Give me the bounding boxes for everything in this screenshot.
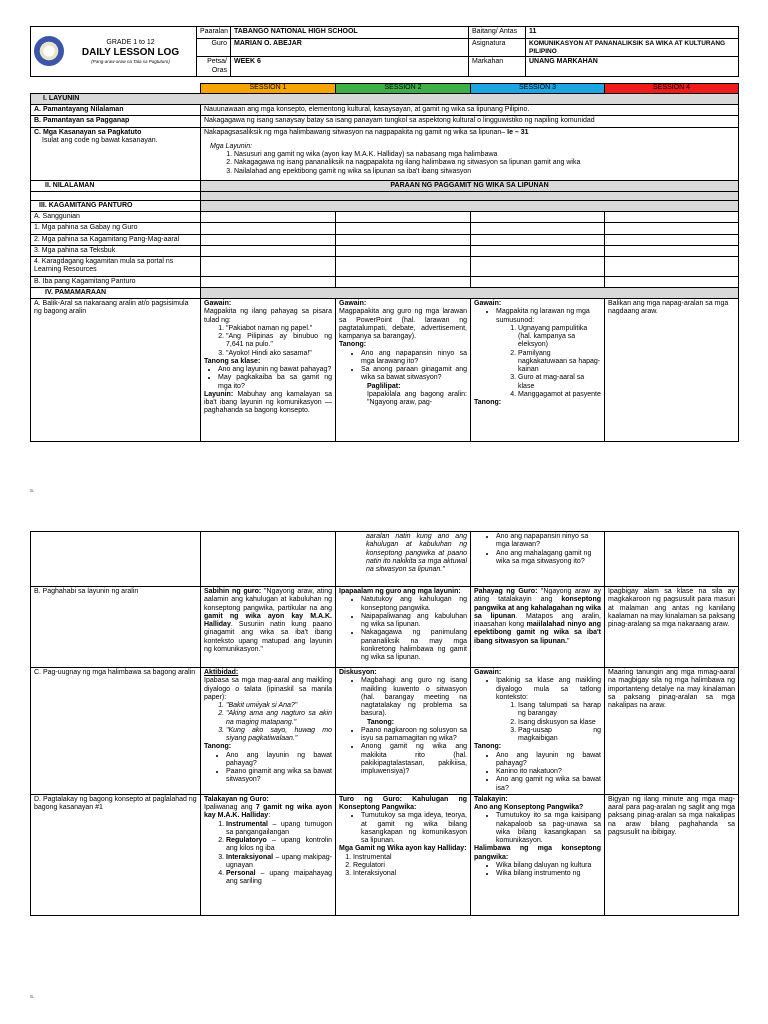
nilalaman-content: PARAAN NG PAGGAMIT NG WIKA SA LIPUNAN [201, 180, 739, 191]
list-item: • Tumutukoy sa mga ideya, teorya, at gamit ng wika bilang kasangkapan ng komunikasyon sa lipunan. [361, 812, 467, 845]
quarter-value: UNANG MARKAHAN [526, 57, 739, 77]
kasanayan-text: Nakapagsasaliksik ng mga halimbawang sitwasyon na nagpapakita ng gamit ng wika sa lipunan– [204, 128, 508, 136]
teacher-label: Guro [197, 39, 231, 57]
layunin-item: 3. Nailalahad ang epektibong gamit ng wika sa lipunan sa iba't ibang sitwasyon [234, 168, 735, 176]
list-item: • Tumutukoy ito sa mga kaisipang nakapaloob sa pag-unawa sa wika bilang kasangkapan sa komunikasyon. [496, 812, 601, 845]
list-item: 1. Isang talumpati sa harap ng barangay [518, 702, 601, 719]
gabay-guro-label: 1. Mga pahina sa Gabay ng Guro [31, 223, 201, 234]
pagtalakay-session-3 [471, 794, 605, 915]
list-item: 1. Ugnayang pampulitika (hal. kampanya sa eleksyon) [518, 325, 601, 350]
list-item: • Ano ang gamit ng wika sa bawat isa? [496, 776, 601, 793]
paghahabi-session-1 [201, 587, 336, 668]
karagdagang-kagamitan-label: 4. Karagdagang kagamitan mula sa portal ns Learning Resources [31, 257, 201, 277]
date-value: WEEK 6 [231, 57, 469, 77]
cell-list [474, 325, 601, 399]
list-item: • Ano ang layunin ng bawat pahayag? [218, 366, 332, 374]
cell-text: " [566, 637, 570, 645]
cell-text: Magpapakita ang guro ng mga larawan sa PowerPoint (hal. larawan ng pagtatalumpati, debate, advertisement, kampanya sa barangay). [339, 308, 467, 341]
page-footer-mark: a. [30, 994, 35, 1000]
list-item: • Ano ang layunin ng bawat pahayag? [496, 752, 601, 769]
cell-list [474, 702, 601, 743]
session-1-header: SESSION 1 [201, 83, 336, 93]
kasanayan-label-cell [31, 127, 201, 180]
cell-list [339, 350, 467, 383]
pamantayang-nilalaman-label: A. Pamantayang Nilalaman [31, 105, 201, 116]
list-item: • Nakagagawa ng panimulang pananaliksik na may mga konkretong halimbawa ng gamit ng wika sa lipunan. [361, 629, 467, 662]
list-item: 3. "Ayoko! Hindi ako sasama!" [226, 350, 332, 358]
cell-heading: Tanong: [474, 743, 502, 751]
cell-list [474, 533, 601, 566]
list-item: • Paano ginamit ang wika sa bawat sitwasyon? [226, 768, 332, 785]
doc-subtitle: (Pang-araw-araw na Tala sa Pagtuturo) [91, 58, 170, 64]
kasanayan-code: Ie – 31 [507, 128, 529, 136]
pag-uugnay-session-3 [471, 668, 605, 795]
list-item: • Natutukoy ang kahulugan ng konseptong pangwika. [361, 596, 467, 613]
kagamitan-heading: III. KAGAMITANG PANTURO [31, 200, 201, 211]
cell-text: "Ngayong araw, ating aalamin ang kahulugan at kabuluhan ng konseptong pangwika, partikular na ang [204, 588, 332, 612]
list-item: 3. Pag-uusap ng magkaibigan [518, 727, 601, 744]
kasanayan-sublabel: Isulat ang code ng bawat kasanayan. [42, 136, 158, 144]
cell-heading: Halimbawa ng mga konseptong pangwika: [474, 845, 601, 861]
cell-text: Ipapakilala ang bagong aralin: "Ngayong araw, pag- [367, 390, 467, 407]
list-item: 2. Regulatori [353, 862, 467, 870]
cell-heading: Tanong: [339, 341, 367, 349]
layunin-item: 1. Nasusuri ang gamit ng wika (ayon kay M.A.K. Halliday) sa nabasang mga halimbawa [234, 151, 735, 159]
list-item: 2. Pamilyang nagkakatuwaan sa hapag-kainan [518, 350, 601, 375]
cell-heading: Turo ng Guro: Kahulugan ng Konseptong Pangwika: [339, 795, 467, 811]
lesson-table-1 [30, 83, 739, 442]
list-item: • Ano ang napapansin ninyo sa mga larawang ito? [361, 350, 467, 367]
pag-uugnay-label: C. Pag-uugnay ng mga halimbawa sa bagong aralin [31, 668, 201, 795]
cell-list [474, 812, 601, 845]
nilalaman-label: II. NILALAMAN [31, 180, 201, 191]
cell-heading: Ano ang Konseptong Pangwika? [474, 804, 584, 811]
quarter-label: Markahan [469, 57, 526, 77]
list-item: 2. Isang diskusyon sa klase [518, 719, 601, 727]
cell-heading: Diskusyon: [339, 669, 377, 676]
balik-aral-session-2 [336, 299, 471, 442]
list-item: • Anong gamit ng wika ang makikita rito (hal. pakikipagtalastasan, pakikiisa, impluwensiya)? [361, 743, 467, 776]
kasanayan-label: C. Mga Kasanayan sa Pagkatuto [34, 128, 142, 136]
list-item: • Wika bilang instrumento ng [496, 870, 601, 878]
list-item: • Wika bilang daluyan ng kultura [496, 862, 601, 870]
cell-heading: Tanong: [204, 743, 232, 751]
cell-list [204, 325, 332, 358]
cell-heading: Sabihin ng guro: [204, 588, 262, 595]
list-item: 2. Regulatoryo – upang kontrolin ang kilos ng iba [226, 837, 332, 854]
cell-text: . Susuriin natin kung paano ginagamit ang wika sa iba't ibang konteksto upang matupad ang layunin ng komunikasyon." [204, 621, 332, 653]
cell-text: Magpakita ng ilang pahayag sa pisara tulad ng: [204, 308, 332, 324]
cell-heading: Tanong: [367, 718, 395, 726]
cell-text-bold: maiilalahad ninyo ang epektibong gamit ng wika sa iba't ibang sitwasyon sa lipunan. [474, 621, 601, 645]
cell-heading: Gawain: [474, 669, 502, 676]
cell-heading: Tanong sa klase: [204, 357, 261, 365]
dll-page-1 [30, 26, 738, 442]
cell-list [204, 702, 332, 743]
balik-aral-session-1 [201, 299, 336, 442]
list-item: 2. "Ang Pilipinas ay binubuo ng 7,641 na pulo." [226, 333, 332, 350]
pag-uugnay-session-4: Maaring tanungin ang mga mmag-aaral na magbigay sila ng mga halimbawa ng importanteng detalye na may kinalaman sa paksang pinag-aralan sa mga nakalipas na araw. [605, 668, 739, 795]
list-item: • Ano ang napapansin ninyo sa mga larawan? [496, 533, 601, 550]
cell-list [474, 862, 601, 879]
page-footer-mark: a. [30, 488, 35, 494]
cell-heading: Gawain: [474, 300, 502, 308]
kagamitang-mag-aaral-label: 2. Mga pahina sa Kagamitang Pang-Mag-aaral [31, 234, 201, 245]
cell-list [204, 821, 332, 887]
cell-text-bold: 7 gamit ng wika ayon kay M.A.K. Halliday [204, 804, 332, 820]
teksbuk-label: 3. Mga pahina sa Teksbuk [31, 245, 201, 256]
list-item: 1. "Pakiabot naman ng papel." [226, 325, 332, 333]
pagtalakay-label: D. Pagtalakay ng bagong konsepto at paglalahad ng bagong kasanayan #1 [31, 794, 201, 915]
cell-text-bold: konseptong pangwika at ang kahalagahan ng wika sa lipunan [474, 596, 601, 620]
list-item: 4. Manggagamot at pasyente [518, 391, 601, 399]
header-table [30, 26, 739, 77]
cell-text: "Ngayong araw ay ating tatalakayin ang [474, 588, 601, 604]
logo-cell [31, 27, 197, 77]
list-item: 4. Personal – upang maipahayag ang sariling [226, 870, 332, 887]
session-2-header: SESSION 2 [336, 83, 471, 93]
layunin-heading: I. LAYUNIN [31, 93, 739, 104]
iba-pang-kagamitan-label: B. Iba pang Kagamitang Panturo [31, 276, 201, 287]
cell-heading: Layunin: [204, 390, 234, 398]
paghahabi-session-4: Ipagbigay alam sa klase na sila ay magkakaroon ng pagsusulit para masuri at malaman ang antas ng kanilang kaalaman na may kinalaman sa paksang pinag-aralang sa mga nakaraang araw. [605, 587, 739, 668]
session-4-header: SESSION 4 [605, 83, 739, 93]
dll-page-2 [30, 531, 738, 916]
cell-text: Mabuhay ang kamalayan sa iba't ibang layunin ng komunikasyon — paghahanda sa bagong konsepto. [204, 390, 332, 415]
list-item: 3. Interaksiyonal [353, 870, 467, 878]
deped-seal-logo [34, 36, 64, 66]
continued-session-3 [471, 532, 605, 587]
session-3-header: SESSION 3 [471, 83, 605, 93]
cell-list [204, 366, 332, 391]
list-item: • Paano nagkaroon ng solusyon sa isyu sa pamamagitan ng wika? [361, 727, 467, 744]
grade-label: GRADE 1 to 12 [106, 38, 155, 46]
cell-heading: Pahayag ng Guro: [474, 588, 538, 595]
pamantayang-nilalaman-text: Nauunawaan ang mga konsepto, elementong kultural, kasaysayan, at gamit ng wika sa lipunang Pilipino. [201, 105, 739, 116]
list-item: 1. Instrumental – upang tumugon sa pangangailangan [226, 821, 332, 838]
cell-list [204, 752, 332, 785]
cell-list [474, 752, 601, 793]
pag-uugnay-session-2 [336, 668, 471, 795]
paghahabi-session-2 [336, 587, 471, 668]
list-item: • Naipapaliwanag ang kabuluhan ng wika sa lipunan. [361, 613, 467, 630]
list-item: • Ipakinig sa klase ang maikling diyalogo mula sa tatlong konteksto: [496, 677, 601, 702]
list-item: 3. Guro at mag-aaral sa klase [518, 374, 601, 391]
balik-aral-session-3 [471, 299, 605, 442]
cell-list [339, 596, 467, 662]
pagtalakay-session-4: Bigyan ng ilang minute ang mga mag-aaral para pag-aralan ng saglit ang mga paksang pinag-aralan sa mga nakalipas na araw bilang paghahanda sa pagsusulit na ibibigay. [605, 794, 739, 915]
list-item: • Ano ang layunin ng bawat pahayag? [226, 752, 332, 769]
cell-heading: Aktibidad: [204, 669, 239, 676]
list-item: • Sa anong paraan ginagamit ang wika sa bawat sitwasyon? [361, 366, 467, 383]
paghahabi-session-3 [471, 587, 605, 668]
cell-heading: Tanong: [474, 399, 502, 407]
list-item: • May pagkakaiba ba sa gamit ng mga ito? [218, 374, 332, 391]
cell-list [339, 812, 467, 845]
cell-text-bold: gamit ng wika ayon kay M.A.K. Halliday [204, 612, 332, 628]
school-label: Paaralan [197, 27, 231, 39]
list-item: 3. Interaksiyonal – upang makipag-ugnayan [226, 854, 332, 871]
cell-heading: Ipapaalam ng guro ang mga layunin: [339, 588, 461, 595]
balik-aral-session-4: Balikan ang mga napag-aralan sa mga nagdaang araw. [605, 299, 739, 442]
pag-uugnay-session-1 [201, 668, 336, 795]
cell-text: Ipaliwanag ang [204, 804, 256, 811]
level-value: 11 [526, 27, 739, 39]
pamantayan-pagganap-text: Nakagagawa ng isang sanaysay batay sa isang panayam tungkol sa aspektong kultural o lingguwistiko ng napiling komunidad [201, 116, 739, 127]
cell-heading: Mga Gamit ng Wika ayon kay Halliday: [339, 845, 467, 853]
cell-heading: Gawain: [339, 300, 367, 308]
lesson-table-2 [30, 531, 739, 916]
cell-list [339, 727, 467, 777]
cell-text: : [268, 812, 271, 820]
school-value: TABANGO NATIONAL HIGH SCHOOL [231, 27, 469, 39]
cell-list [474, 308, 601, 325]
layunin-list [204, 151, 735, 176]
cell-list [339, 677, 467, 718]
cell-list [474, 677, 601, 702]
layunin-item: 2. Nakagagawa ng isang pananaliksik na nagpapakita ng ilang halimbawa ng sitwasyon sa lipunan gamit ang wika [234, 159, 735, 167]
pamamaraan-heading: IV. PAMAMARAAN [31, 287, 201, 298]
list-item: 1. Instrumental [353, 854, 467, 862]
list-item: 1. "Bakit umiiyak si Ana?" [226, 702, 332, 710]
teacher-value: MARIAN O. ABEJAR [231, 39, 469, 57]
doc-title: DAILY LESSON LOG [81, 46, 180, 58]
cell-list [339, 854, 467, 879]
subject-value: KOMUNIKASYON AT PANANALIKSIK SA WIKA AT KULTURANG PILIPINO [526, 39, 739, 57]
date-label: Petsa/ Oras [197, 57, 231, 77]
kasanayan-content [201, 127, 739, 180]
list-item: • Magbahagi ang guro ng isang maikling kuwento o sitwasyon (hal. barangay meeting na nagtatalakay ng problema sa basura). [361, 677, 467, 718]
cell-heading: Talakayin: [474, 795, 508, 803]
list-item: • Magpakita ng larawan ng mga sumusunod: [496, 308, 601, 325]
pagtalakay-session-2 [336, 794, 471, 915]
cell-text: . Matapos ang aralin, inaasahan kong [474, 612, 601, 628]
sanggunian-label: A. Sanggunian [31, 212, 201, 223]
list-item: 3. "Kung ako sayo, huwag mo siyang pagkatiwalaan." [226, 727, 332, 744]
cell-heading: Paglilipat: [367, 382, 401, 390]
paghahabi-label: B. Paghahabi sa layunin ng aralin [31, 587, 201, 668]
mga-layunin-label: Mga Layunin: [210, 142, 253, 150]
subject-label: Asignatura [469, 39, 526, 57]
cell-text: Ipabasa sa mga mag-aaral ang maikling diyalogo o talata (ipinaskil sa manila paper): [204, 677, 332, 701]
pagtalakay-session-1 [201, 794, 336, 915]
balik-aral-label: A. Balik-Aral sa nakaraang aralin at/o pagsisimula ng bagong aralin [31, 299, 201, 442]
continued-session-2: aaralan natin kung ano ang kahulugan at kabuluhan ng konseptong pangwika at paano natin ito nakikita sa mga aktuwal na sitwasyon sa lipunan." [336, 532, 471, 587]
list-item: • Ano ang mahalagang gamit ng wika sa mga sitwasyong ito? [496, 550, 601, 567]
list-item: • Kanino ito nakatuon? [496, 768, 601, 776]
level-label: Baitang/ Antas [469, 27, 526, 39]
list-item: 2. "Aking ama ang nagturo sa akin na maging matapang." [226, 710, 332, 727]
pamantayan-pagganap-label: B. Pamantayan sa Pagganap [31, 116, 201, 127]
cell-heading: Talakayan ng Guro: [204, 795, 269, 803]
cell-heading: Gawain: [204, 300, 232, 308]
